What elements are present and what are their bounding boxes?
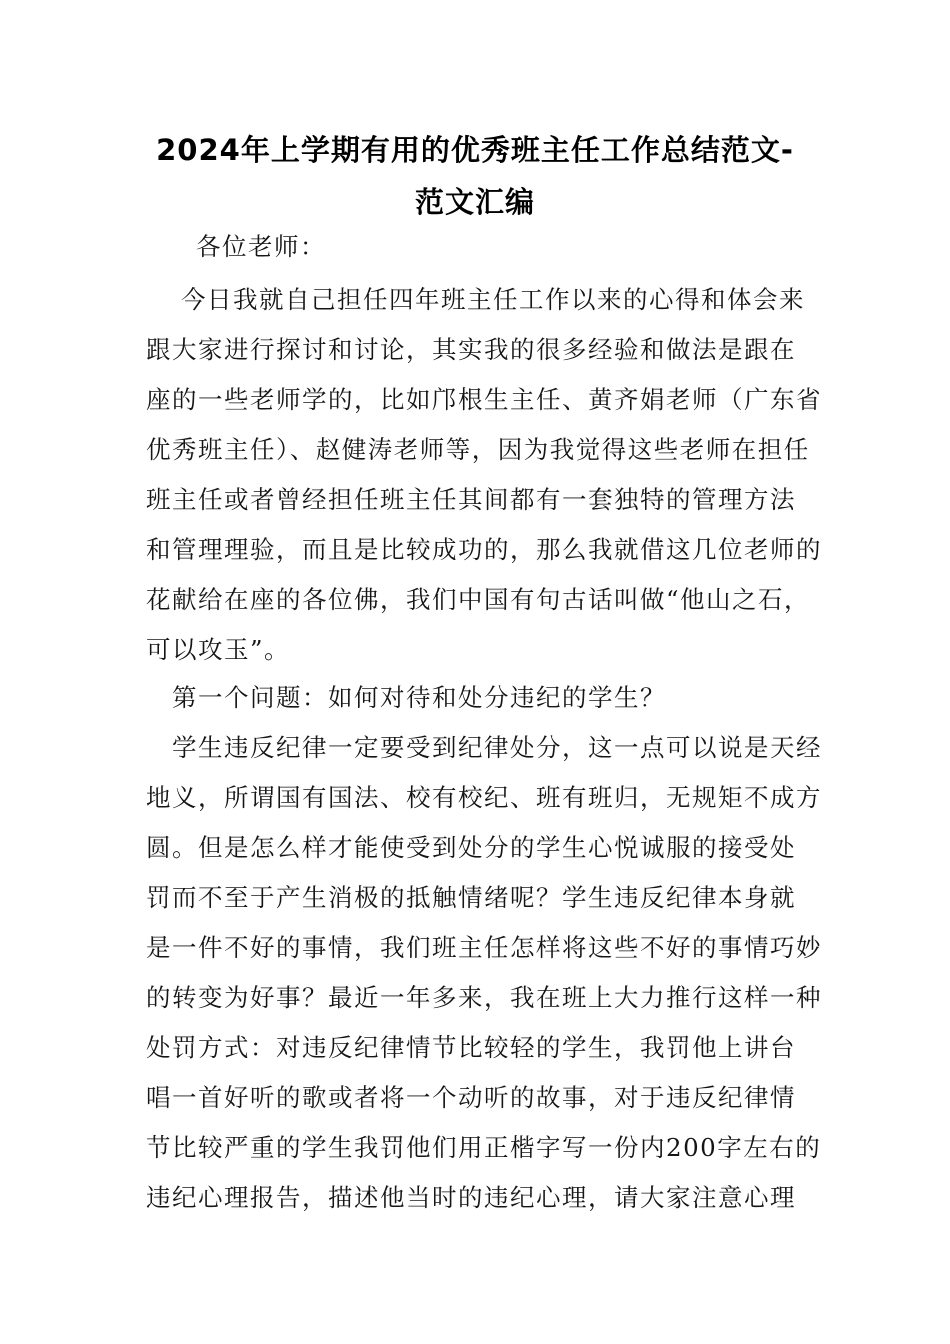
paragraph-line: 地义，所谓国有国法、校有校纪、班有班归，无规矩不成方 — [146, 783, 822, 812]
paragraph-line: 节比较严重的学生我罚他们用正楷字写一份内200字左右的 — [146, 1133, 822, 1162]
paragraph-line: 圆。但是怎么样才能使受到处分的学生心悦诚服的接受处 — [146, 833, 796, 862]
paragraph-line: 唱一首好听的歌或者将一个动听的故事，对于违反纪律情 — [146, 1083, 796, 1112]
paragraph-line: 和管理理验，而且是比较成功的，那么我就借这几位老师的 — [146, 535, 822, 564]
paragraph-line: 处罚方式：对违反纪律情节比较轻的学生，我罚他上讲台 — [146, 1033, 796, 1062]
paragraph-line: 优秀班主任）、赵健涛老师等，因为我觉得这些老师在担任 — [146, 435, 810, 464]
paragraph-line: 的转变为好事？最近一年多来，我在班上大力推行这样一种 — [146, 983, 822, 1012]
salutation-line: 各位老师： — [196, 232, 326, 261]
section-heading: 第一个问题：如何对待和处分违纪的学生？ — [172, 683, 666, 712]
paragraph-line: 学生违反纪律一定要受到纪律处分，这一点可以说是天经 — [172, 733, 822, 762]
paragraph-line: 可以攻玉”。 — [146, 635, 291, 664]
paragraph-line: 罚而不至于产生消极的抵触情绪呢？学生违反纪律本身就 — [146, 883, 796, 912]
paragraph-line: 是一件不好的事情，我们班主任怎样将这些不好的事情巧妙 — [146, 933, 822, 962]
paragraph-line: 座的一些老师学的，比如邝根生主任、黄齐娟老师（广东省 — [146, 385, 822, 414]
document-title-line-2: 范文汇编 — [414, 185, 535, 219]
paragraph-line: 今日我就自己担任四年班主任工作以来的心得和体会来 — [181, 285, 805, 314]
document-title-line-1: 2024年上学期有用的优秀班主任工作总结范文- — [156, 133, 794, 167]
paragraph-line: 跟大家进行探讨和讨论，其实我的很多经验和做法是跟在 — [146, 335, 796, 364]
paragraph-line: 违纪心理报告，描述他当时的违纪心理，请大家注意心理 — [146, 1183, 796, 1212]
paragraph-line: 班主任或者曾经担任班主任其间都有一套独特的管理方法 — [146, 485, 796, 514]
paragraph-line: 花献给在座的各位佛，我们中国有句古话叫做“他山之石， — [146, 585, 811, 614]
